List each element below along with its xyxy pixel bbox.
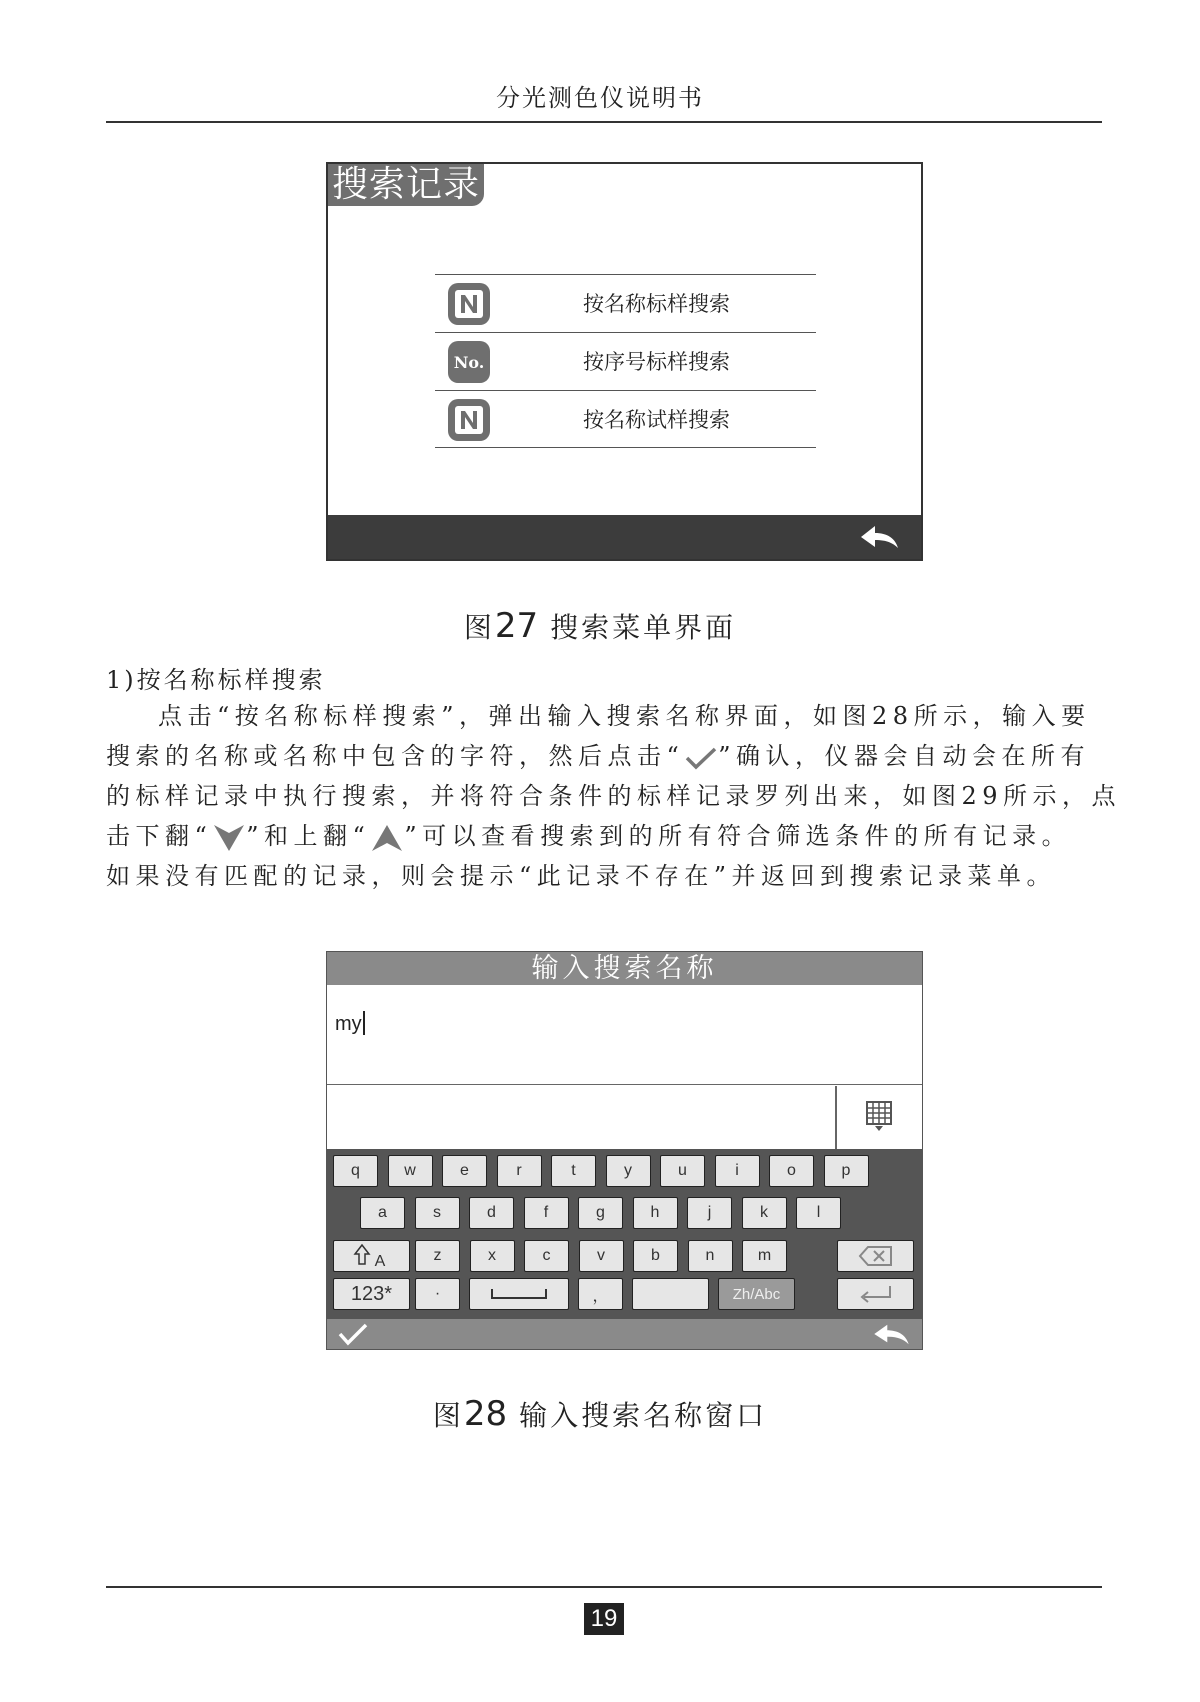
space-icon [489, 1287, 549, 1301]
search-name-input-screenshot [326, 951, 923, 1350]
input-action-bar [327, 1319, 922, 1349]
input-value: my [335, 1013, 362, 1035]
key-g[interactable]: g [578, 1197, 623, 1229]
key-q[interactable]: q [333, 1155, 378, 1187]
paragraph-text: 搜索的名称或名称中包含的字符，然后点击“ [106, 742, 685, 770]
confirm-check-icon[interactable] [337, 1321, 369, 1347]
key-o[interactable]: o [769, 1155, 814, 1187]
figure-27-caption [0, 606, 1200, 646]
search-menu-screenshot [326, 162, 923, 561]
menu-item-search-sample-by-name[interactable] [435, 390, 816, 448]
key-d[interactable]: d [469, 1197, 514, 1229]
key-n[interactable]: n [688, 1240, 733, 1272]
paragraph-line: 如果没有匹配的记录，则会提示“此记录不存在”并返回到搜索记录菜单。 [106, 862, 1057, 890]
shift-icon [352, 1242, 392, 1270]
number-icon-text: No. [453, 353, 485, 372]
key-l[interactable]: l [796, 1197, 841, 1229]
input-value-wrap [335, 1011, 365, 1036]
name-icon [448, 399, 490, 441]
menu-item-search-standard-by-number[interactable] [435, 332, 816, 390]
paragraph-line: 的标样记录中执行搜索，并将符合条件的标样记录罗列出来，如图29所示，点 [106, 782, 1122, 810]
paragraph-line: 点击“按名称标样搜索”，弹出输入搜索名称界面，如图28所示，输入要 [158, 702, 1091, 730]
search-name-input[interactable] [327, 985, 922, 1085]
caption-prefix: 图 [463, 611, 495, 644]
name-icon [448, 283, 490, 325]
menu-bottom-bar [328, 515, 921, 559]
paragraph-text: ”和上翻“ [246, 822, 371, 850]
paragraph-text: ”确认，仪器会自动会在所有 [718, 742, 1091, 770]
on-screen-keyboard [327, 1149, 922, 1321]
section-title: 1)按名称标样搜索 [106, 666, 326, 694]
paragraph-text: 击下翻“ [106, 822, 213, 850]
candidate-bar [327, 1086, 922, 1149]
caption-text: 输入搜索名称窗口 [507, 1399, 768, 1432]
figure-28-caption [0, 1394, 1200, 1434]
search-menu-list [435, 274, 816, 448]
key-i[interactable]: i [715, 1155, 760, 1187]
blank-key[interactable] [632, 1278, 709, 1310]
page-number: 19 [584, 1603, 624, 1635]
key-r[interactable]: r [497, 1155, 542, 1187]
numeric-toggle-key[interactable]: 123* [333, 1278, 410, 1310]
key-u[interactable]: u [660, 1155, 705, 1187]
back-arrow-icon[interactable] [857, 521, 901, 553]
backspace-key[interactable] [837, 1240, 914, 1272]
menu-title: 搜索记录 [328, 164, 484, 206]
key-s[interactable]: s [415, 1197, 460, 1229]
footer-rule [106, 1586, 1102, 1588]
menu-item-search-standard-by-name[interactable] [435, 274, 816, 332]
page-down-icon [212, 823, 246, 853]
back-arrow-icon[interactable] [870, 1321, 912, 1347]
key-x[interactable]: x [470, 1240, 515, 1272]
key-y[interactable]: y [606, 1155, 651, 1187]
candidate-separator [835, 1086, 837, 1149]
enter-icon [858, 1283, 894, 1305]
input-dialog-title: 输入搜索名称 [327, 952, 922, 985]
paragraph-line [106, 736, 1102, 776]
key-b[interactable]: b [633, 1240, 678, 1272]
page-up-icon [370, 823, 404, 853]
caption-number: 27 [494, 606, 539, 646]
key-z[interactable]: z [415, 1240, 460, 1272]
key-p[interactable]: p [824, 1155, 869, 1187]
keypad-grid-icon[interactable] [864, 1099, 894, 1133]
menu-item-label: 按序号标样搜索 [583, 350, 730, 374]
dot-key[interactable]: · [415, 1278, 460, 1310]
key-k[interactable]: k [742, 1197, 787, 1229]
space-key[interactable] [469, 1278, 569, 1310]
header-rule [106, 121, 1102, 123]
key-m[interactable]: m [742, 1240, 787, 1272]
key-c[interactable]: c [524, 1240, 569, 1272]
backspace-icon [858, 1245, 894, 1267]
key-w[interactable]: w [388, 1155, 433, 1187]
comma-key[interactable]: ， [578, 1278, 623, 1310]
caption-number: 28 [463, 1394, 508, 1434]
key-e[interactable]: e [442, 1155, 487, 1187]
caption-prefix: 图 [432, 1399, 464, 1432]
key-h[interactable]: h [633, 1197, 678, 1229]
text-cursor [363, 1011, 365, 1035]
key-j[interactable]: j [687, 1197, 732, 1229]
key-v[interactable]: v [579, 1240, 624, 1272]
check-icon [684, 745, 718, 771]
number-icon [448, 341, 490, 383]
paragraph-line [106, 816, 1102, 856]
svg-text:A: A [374, 1253, 385, 1270]
key-t[interactable]: t [551, 1155, 596, 1187]
menu-item-label: 按名称试样搜索 [583, 408, 730, 432]
paragraph-text: ”可以查看搜索到的所有符合筛选条件的所有记录。 [404, 822, 1072, 850]
caption-text: 搜索菜单界面 [538, 611, 737, 644]
key-a[interactable]: a [360, 1197, 405, 1229]
section-paragraph [106, 696, 1122, 896]
language-toggle-key[interactable]: Zh/Abc [718, 1278, 795, 1310]
key-f[interactable]: f [524, 1197, 569, 1229]
menu-item-label: 按名称标样搜索 [583, 292, 730, 316]
shift-key[interactable] [333, 1240, 410, 1272]
enter-key[interactable] [837, 1278, 914, 1310]
page-header-title: 分光测色仪说明书 [496, 84, 704, 112]
